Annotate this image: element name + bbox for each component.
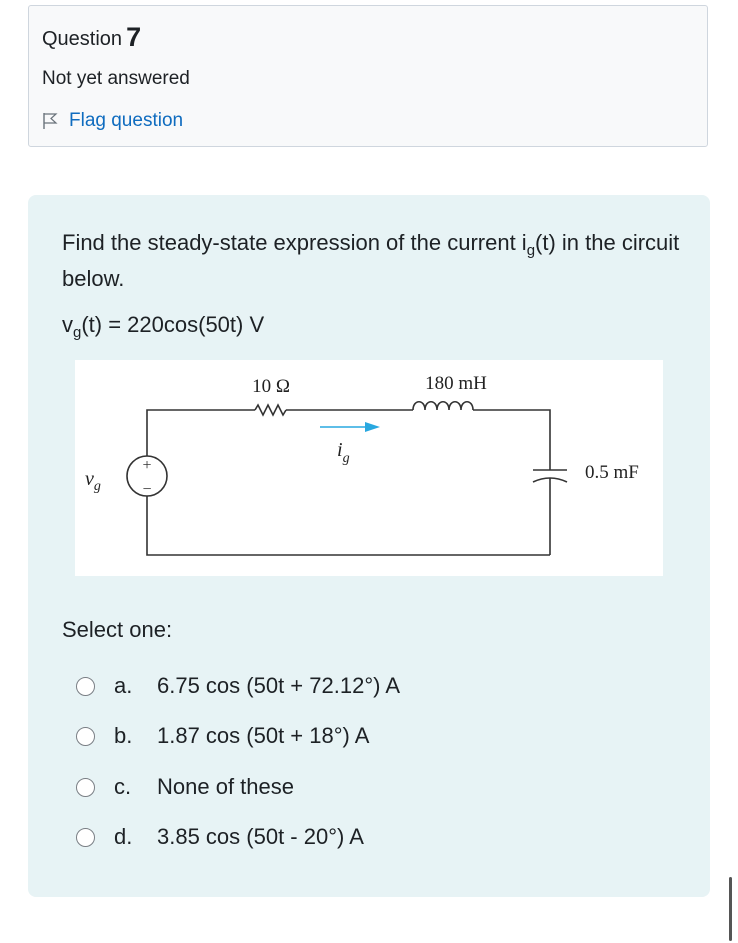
source-label-subscript: g [93, 479, 101, 494]
option-letter: b. [114, 723, 133, 748]
option-letter: c. [114, 774, 132, 799]
question-info-box [28, 5, 708, 147]
answer-option-c[interactable] [76, 769, 294, 805]
question-text-part: Find the steady-state expression of the current i [62, 230, 527, 255]
question-title [42, 22, 141, 53]
option-text: 3.85 cos (50t - 20°) A [157, 824, 364, 849]
capacitor-symbol [533, 470, 567, 555]
current-label [337, 439, 350, 466]
question-text [62, 225, 682, 297]
current-label-subscript: g [342, 451, 350, 466]
answer-option-b[interactable] [76, 718, 369, 754]
option-letter: a. [114, 673, 133, 698]
flag-question-label: Flag question [69, 110, 184, 131]
formula-subscript: g [73, 324, 82, 341]
radio-button[interactable] [76, 778, 95, 797]
capacitor-label: 0.5 mF [585, 462, 639, 483]
inductor-label: 180 mH [425, 373, 487, 394]
question-text-part: (t) in the circuit below. [62, 230, 680, 291]
circuit-diagram [75, 360, 663, 576]
radio-button[interactable] [76, 828, 95, 847]
radio-button[interactable] [76, 677, 95, 696]
answer-option-d[interactable] [76, 819, 364, 855]
question-text-subscript: g [526, 242, 536, 259]
current-label-main: i [337, 439, 343, 461]
resistor-symbol [255, 405, 286, 415]
question-content [28, 195, 710, 897]
source-formula [62, 312, 265, 341]
source-label [85, 468, 101, 494]
bottom-wire [147, 496, 550, 555]
option-text: 1.87 cos (50t + 18°) A [157, 723, 370, 748]
plus-sign: + [142, 457, 152, 474]
flag-icon [42, 112, 60, 130]
circuit-svg [75, 360, 663, 576]
flag-question-link[interactable] [42, 110, 183, 132]
radio-button[interactable] [76, 727, 95, 746]
formula-part: v [62, 312, 73, 337]
page-scrollbar[interactable] [729, 877, 732, 941]
formula-part: (t) = 220cos(50t) V [81, 312, 265, 337]
option-text: 6.75 cos (50t + 72.12°) A [157, 673, 401, 698]
question-number: 7 [126, 22, 142, 52]
current-arrow-icon [320, 422, 380, 432]
option-letter: d. [114, 824, 133, 849]
question-label: Question [42, 28, 123, 50]
inductor-symbol [413, 402, 473, 410]
source-label-main: v [85, 468, 94, 490]
answer-option-a[interactable] [76, 668, 400, 704]
minus-sign: − [142, 481, 152, 498]
question-state: Not yet answered [42, 68, 190, 89]
select-one-label: Select one: [62, 617, 173, 642]
resistor-label: 10 Ω [252, 376, 290, 397]
option-text: None of these [157, 774, 294, 799]
